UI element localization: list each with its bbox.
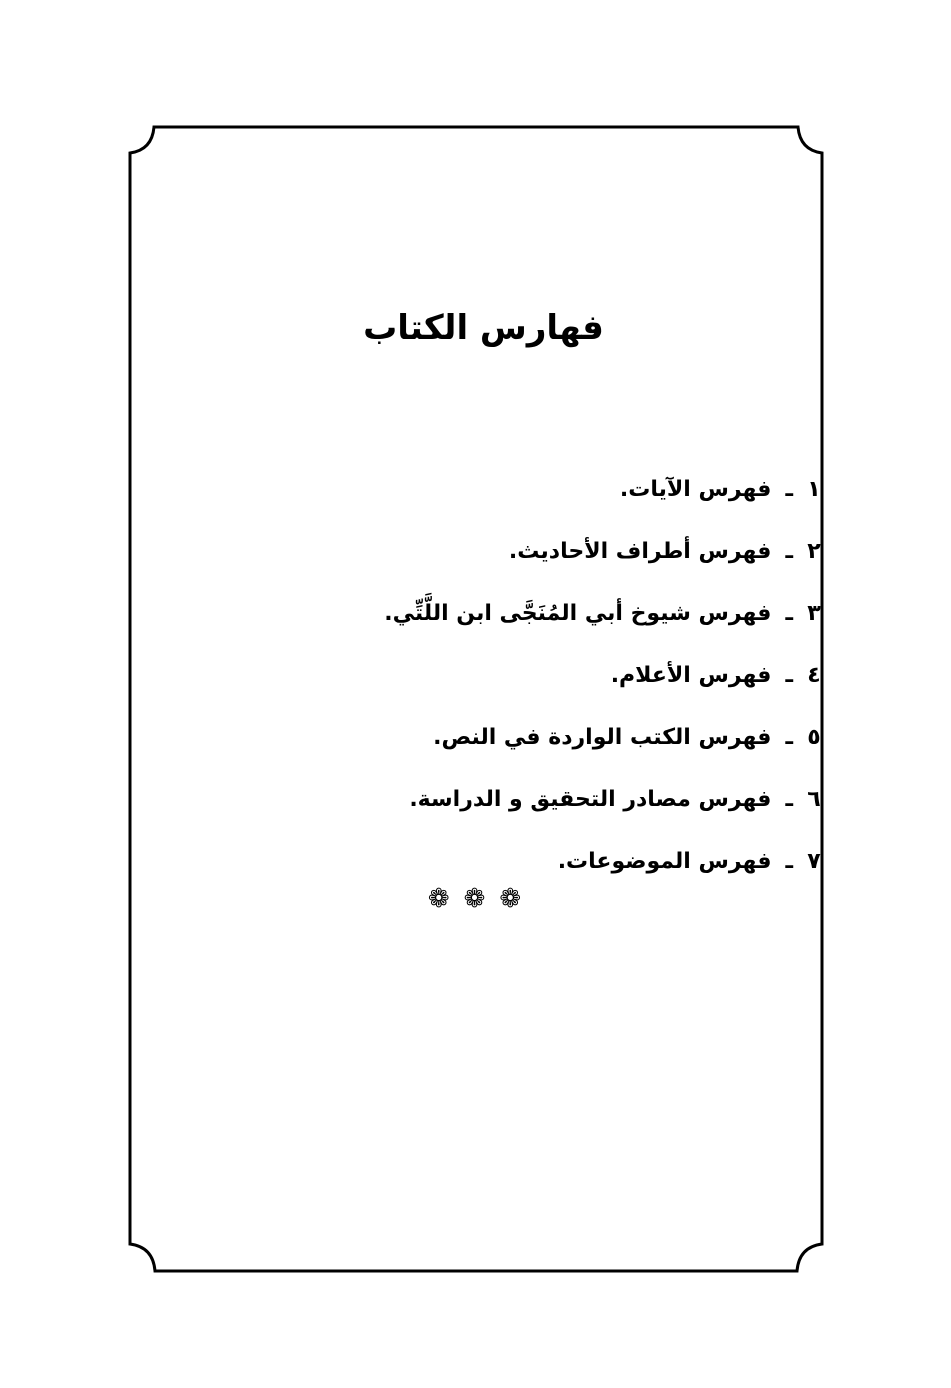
list-item (223, 706, 823, 768)
item-text: فهرس الكتب الواردة في النص. (433, 724, 772, 750)
item-number: ٧ (807, 848, 821, 874)
item-text: فهرس الموضوعات. (557, 848, 772, 874)
item-separator: ـ (785, 538, 793, 564)
list-item (223, 582, 823, 644)
item-text: فهرس شيوخ أبي المُنَجَّى ابن اللَّتِّي. (384, 600, 772, 626)
item-text: فهرس مصادر التحقيق و الدراسة. (409, 786, 772, 812)
item-number: ١ (807, 476, 821, 502)
item-text: فهرس الآيات. (619, 476, 772, 502)
item-number: ٣ (807, 600, 821, 626)
item-text: فهرس الأعلام. (610, 662, 772, 688)
list-item (223, 644, 823, 706)
index-list (223, 458, 823, 892)
flower-ornament-icon: ❁❁❁ (427, 884, 536, 914)
item-separator: ـ (785, 724, 793, 750)
item-number: ٥ (807, 724, 821, 750)
page-title: فهارس الكتاب (363, 308, 604, 348)
item-number: ٦ (807, 786, 821, 812)
list-item (223, 458, 823, 520)
list-item (223, 830, 823, 892)
list-item (223, 520, 823, 582)
item-separator: ـ (785, 848, 793, 874)
item-text: فهرس أطراف الأحاديث. (508, 538, 772, 564)
item-number: ٤ (807, 662, 821, 688)
item-separator: ـ (785, 476, 793, 502)
list-item (223, 768, 823, 830)
item-separator: ـ (785, 786, 793, 812)
item-number: ٢ (807, 538, 821, 564)
item-separator: ـ (785, 600, 793, 626)
item-separator: ـ (785, 662, 793, 688)
